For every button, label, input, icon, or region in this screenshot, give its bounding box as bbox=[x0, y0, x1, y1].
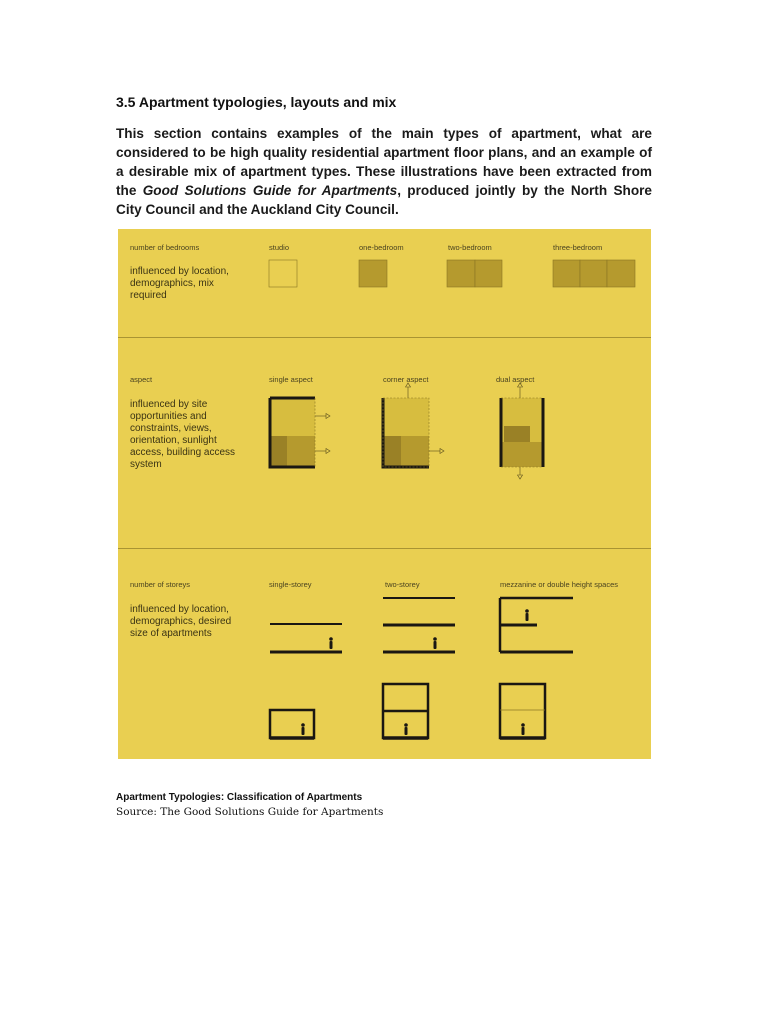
type-label-mezzanine: mezzanine or double height spaces bbox=[500, 580, 618, 589]
intro-guide-title: Good Solutions Guide for Apartments bbox=[142, 183, 398, 198]
type-label-corner-aspect: corner aspect bbox=[383, 375, 429, 384]
intro-text-1: This section contains examples of the main types of apartment, what are considered to be high quality residential apartment floor plans, and an example of a desirable mix of apartment types. These illustrations have been extracted from the bbox=[116, 126, 652, 198]
corner-aspect-plan bbox=[383, 383, 444, 467]
typology-diagrams bbox=[118, 229, 651, 759]
intro-paragraph bbox=[116, 124, 652, 219]
two-bedroom-plan bbox=[447, 260, 502, 287]
type-label-studio: studio bbox=[269, 243, 290, 252]
type-label-one-bedroom: one-bedroom bbox=[359, 243, 404, 252]
intro-text-2: , produced jointly by the North Shore City Council and the Auckland City Council. bbox=[116, 183, 652, 217]
typology-figure bbox=[118, 229, 651, 759]
section-heading: 3.5 Apartment typologies, layouts and mix bbox=[116, 94, 397, 110]
row-label-aspect: aspect bbox=[130, 375, 153, 384]
row-desc-bedrooms: influenced by location, demographics, mix required bbox=[130, 266, 229, 301]
row-desc-aspect: influenced by site opportunities and constraints, views, orientation, sunlight access, building access system bbox=[130, 399, 236, 470]
dual-aspect-plan bbox=[501, 383, 543, 479]
studio-plan bbox=[269, 260, 297, 287]
type-label-two-bedroom: two-bedroom bbox=[448, 243, 492, 252]
three-bedroom-plan bbox=[553, 260, 635, 287]
two-storey-section bbox=[383, 598, 455, 738]
mezzanine-section bbox=[500, 598, 573, 738]
figure-source: Source: The Good Solutions Guide for Apartments bbox=[116, 806, 384, 818]
row-label-storeys: number of storeys bbox=[130, 580, 191, 589]
type-label-three-bedroom: three-bedroom bbox=[553, 243, 603, 252]
row-label-bedrooms: number of bedrooms bbox=[130, 243, 200, 252]
single-storey-section bbox=[270, 624, 342, 738]
type-label-single-aspect: single aspect bbox=[269, 375, 313, 384]
one-bedroom-plan bbox=[359, 260, 387, 287]
single-aspect-plan bbox=[270, 398, 330, 467]
row-desc-storeys: influenced by location, demographics, desired size of apartments bbox=[130, 604, 232, 639]
type-label-single-storey: single-storey bbox=[269, 580, 312, 589]
type-label-dual-aspect: dual aspect bbox=[496, 375, 535, 384]
type-label-two-storey: two-storey bbox=[385, 580, 420, 589]
figure-caption: Apartment Typologies: Classification of Apartments bbox=[116, 792, 363, 803]
